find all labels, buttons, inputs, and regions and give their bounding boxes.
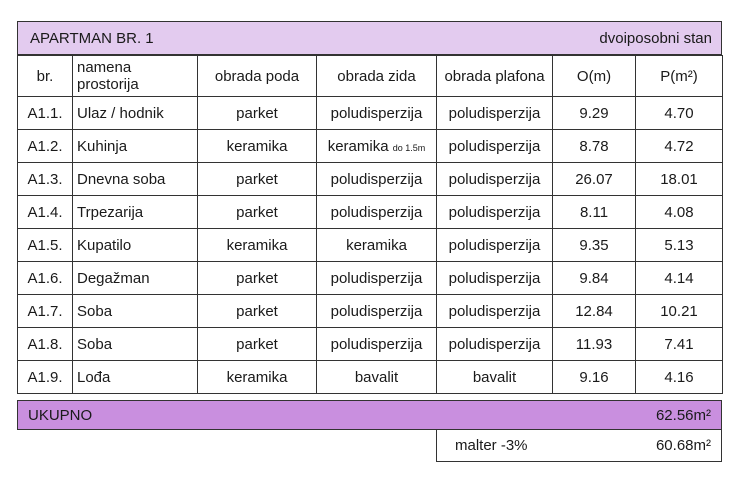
cell-wall — [317, 196, 437, 229]
cell-br — [18, 196, 73, 229]
cell-name — [73, 130, 198, 163]
cell-area — [636, 328, 723, 361]
table-row — [18, 229, 723, 262]
cell-floor — [198, 97, 317, 130]
cell-area — [636, 130, 723, 163]
cell-floor — [198, 196, 317, 229]
cell-perimeter-text: 9.35 — [579, 236, 609, 254]
cell-area-text: 4.70 — [664, 104, 694, 122]
cell-ceiling — [437, 328, 553, 361]
cell-perimeter — [553, 130, 636, 163]
cell-perimeter-text: 11.93 — [575, 335, 613, 353]
cell-wall — [317, 262, 437, 295]
cell-name-text: Dnevna soba — [77, 170, 166, 188]
cell-area-text: 4.08 — [664, 203, 694, 221]
cell-floor — [198, 262, 317, 295]
col-header-area: P(m²) — [636, 56, 723, 97]
cell-perimeter — [553, 262, 636, 295]
cell-floor-text: parket — [236, 170, 278, 188]
table-row — [18, 97, 723, 130]
cell-area-text: 18.01 — [660, 170, 698, 188]
cell-name — [73, 361, 198, 394]
apartment-header — [17, 21, 722, 55]
cell-ceiling — [437, 196, 553, 229]
cell-ceiling — [437, 262, 553, 295]
apartment-title: APARTMAN BR. 1 — [30, 29, 154, 47]
cell-wall-text: poludisperzija — [330, 269, 423, 287]
cell-ceiling-text: poludisperzija — [448, 236, 541, 254]
malter-label: malter -3% — [455, 437, 528, 454]
malter-row — [436, 430, 722, 462]
cell-br-text: A1.3. — [27, 170, 63, 188]
cell-name-text: Ulaz / hodnik — [77, 104, 164, 122]
cell-br — [18, 229, 73, 262]
cell-br-text: A1.9. — [27, 368, 63, 386]
col-header-perimeter: O(m) — [553, 56, 636, 97]
cell-name-text: Soba — [77, 335, 113, 353]
cell-perimeter — [553, 196, 636, 229]
cell-perimeter-text: 9.84 — [579, 269, 609, 287]
cell-perimeter-text: 9.16 — [579, 368, 609, 386]
table-body — [18, 97, 723, 394]
cell-ceiling — [437, 97, 553, 130]
cell-area — [636, 97, 723, 130]
malter-value: 60.68m² — [655, 437, 711, 454]
cell-wall-text: keramika — [327, 137, 389, 155]
cell-br — [18, 97, 73, 130]
cell-area-text: 4.72 — [664, 137, 694, 155]
cell-area-text: 4.14 — [664, 269, 694, 287]
cell-area — [636, 295, 723, 328]
cell-br — [18, 262, 73, 295]
cell-name — [73, 97, 198, 130]
cell-wall — [317, 295, 437, 328]
cell-floor-text: keramika — [226, 368, 288, 386]
cell-wall-text: poludisperzija — [330, 104, 423, 122]
cell-wall-text: bavalit — [354, 368, 399, 386]
table-row — [18, 295, 723, 328]
cell-ceiling-text: poludisperzija — [448, 335, 541, 353]
cell-br-text: A1.4. — [27, 203, 63, 221]
table-header-row — [18, 56, 723, 97]
cell-br-text: A1.1. — [27, 104, 63, 122]
cell-floor-text: parket — [236, 302, 278, 320]
cell-floor-text: parket — [236, 104, 278, 122]
cell-wall-text: keramika — [346, 236, 407, 254]
cell-area-text: 7.41 — [664, 335, 694, 353]
cell-floor — [198, 130, 317, 163]
table-row — [18, 196, 723, 229]
table-row — [18, 262, 723, 295]
cell-perimeter-text: 26.07 — [575, 170, 613, 188]
cell-ceiling — [437, 295, 553, 328]
cell-ceiling-text: poludisperzija — [448, 104, 541, 122]
cell-name — [73, 229, 198, 262]
col-header-ceiling: obrada plafona — [437, 56, 553, 97]
cell-perimeter — [553, 295, 636, 328]
cell-br-text: A1.6. — [27, 269, 63, 287]
cell-name — [73, 196, 198, 229]
cell-perimeter-text: 8.78 — [579, 137, 609, 155]
cell-perimeter-text: 9.29 — [579, 104, 609, 122]
cell-ceiling-text: poludisperzija — [448, 269, 541, 287]
col-header-br: br. — [18, 56, 73, 97]
cell-area-text: 5.13 — [664, 236, 694, 254]
table-row — [18, 163, 723, 196]
cell-wall-text: poludisperzija — [330, 170, 423, 188]
cell-perimeter-text: 8.11 — [579, 203, 609, 221]
cell-name-text: Trpezarija — [77, 203, 144, 221]
cell-ceiling — [437, 229, 553, 262]
cell-ceiling-text: bavalit — [472, 368, 517, 386]
cell-wall — [317, 328, 437, 361]
cell-ceiling — [437, 130, 553, 163]
cell-name-text: Soba — [77, 302, 113, 320]
cell-br-text: A1.7. — [27, 302, 63, 320]
cell-br — [18, 328, 73, 361]
cell-floor-text: keramika — [226, 137, 288, 155]
cell-wall-text: poludisperzija — [330, 335, 423, 353]
apartment-type: dvoiposobni stan — [599, 29, 712, 47]
total-bar — [17, 400, 722, 430]
cell-wall — [317, 163, 437, 196]
cell-name-text: Degažman — [77, 269, 150, 287]
cell-wall — [317, 130, 437, 163]
cell-br — [18, 130, 73, 163]
cell-floor-text: parket — [236, 335, 278, 353]
cell-area — [636, 229, 723, 262]
cell-floor — [198, 361, 317, 394]
table-row — [18, 361, 723, 394]
cell-name-text: Kupatilo — [77, 236, 132, 254]
cell-area — [636, 163, 723, 196]
cell-br — [18, 295, 73, 328]
table-row — [18, 328, 723, 361]
col-header-floor: obrada poda — [198, 56, 317, 97]
cell-area — [636, 361, 723, 394]
cell-ceiling — [437, 361, 553, 394]
cell-perimeter — [553, 328, 636, 361]
cell-br-text: A1.2. — [27, 137, 63, 155]
cell-wall — [317, 97, 437, 130]
cell-br — [18, 361, 73, 394]
cell-floor — [198, 295, 317, 328]
apartment-sheet — [17, 21, 722, 462]
cell-ceiling — [437, 163, 553, 196]
cell-floor — [198, 328, 317, 361]
cell-floor — [198, 163, 317, 196]
cell-br-text: A1.5. — [27, 236, 63, 254]
cell-perimeter — [553, 361, 636, 394]
cell-wall — [317, 361, 437, 394]
col-header-name: namena prostorija — [73, 56, 198, 97]
cell-ceiling-text: poludisperzija — [448, 203, 541, 221]
cell-wall-text: poludisperzija — [330, 203, 423, 221]
cell-name-text: Lođa — [77, 368, 111, 386]
cell-name — [73, 163, 198, 196]
total-label: UKUPNO — [28, 406, 93, 424]
cell-ceiling-text: poludisperzija — [448, 302, 541, 320]
cell-name — [73, 328, 198, 361]
cell-perimeter — [553, 163, 636, 196]
total-value: 62.56m² — [655, 406, 711, 424]
table-row — [18, 130, 723, 163]
cell-area-text: 10.21 — [660, 302, 698, 320]
cell-name — [73, 262, 198, 295]
cell-perimeter — [553, 97, 636, 130]
cell-floor-text: parket — [236, 203, 278, 221]
cell-wall-text: poludisperzija — [330, 302, 423, 320]
cell-floor-text: parket — [236, 269, 278, 287]
rooms-table — [17, 55, 723, 394]
cell-area — [636, 196, 723, 229]
cell-ceiling-text: poludisperzija — [448, 137, 541, 155]
cell-perimeter-text: 12.84 — [575, 302, 613, 320]
col-header-wall: obrada zida — [317, 56, 437, 97]
cell-floor-text: keramika — [226, 236, 288, 254]
cell-floor — [198, 229, 317, 262]
cell-name — [73, 295, 198, 328]
cell-name-text: Kuhinja — [77, 137, 128, 155]
wall-note: do 1.5m — [392, 142, 426, 153]
cell-area-text: 4.16 — [664, 368, 694, 386]
cell-area — [636, 262, 723, 295]
cell-br-text: A1.8. — [27, 335, 63, 353]
cell-ceiling-text: poludisperzija — [448, 170, 541, 188]
cell-br — [18, 163, 73, 196]
cell-wall — [317, 229, 437, 262]
cell-perimeter — [553, 229, 636, 262]
